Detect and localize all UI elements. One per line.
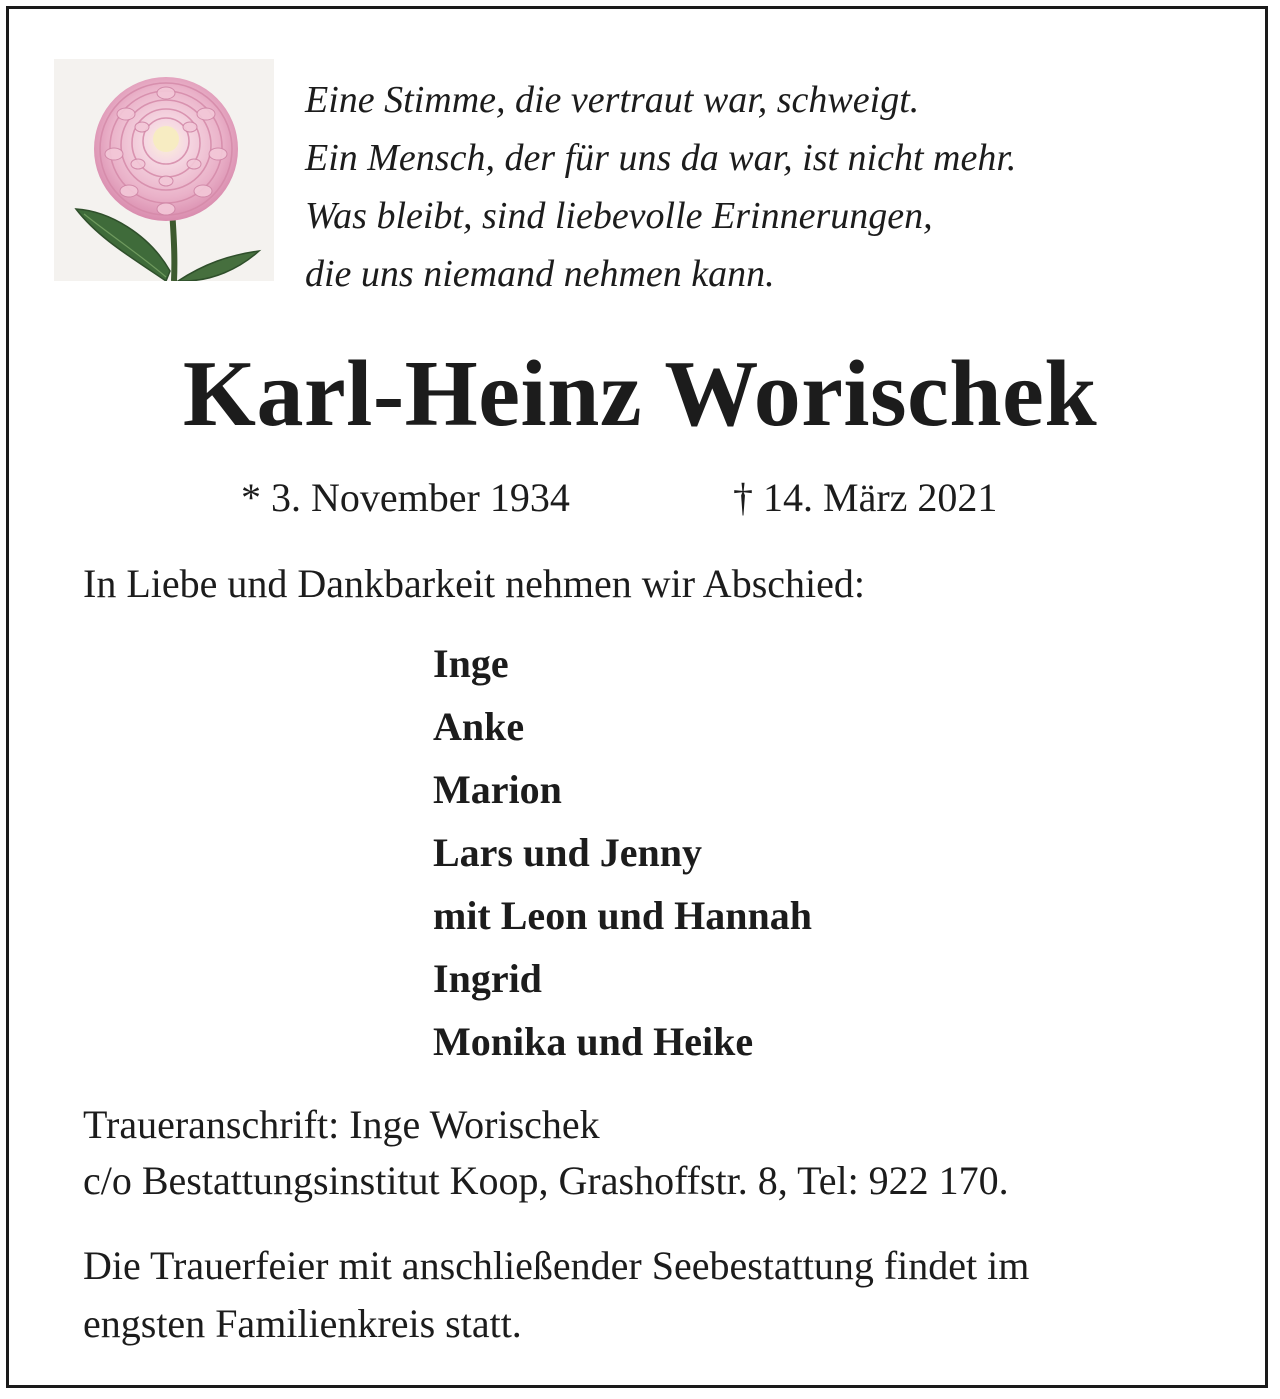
address-line: Traueranschrift: Inge Worischek — [83, 1102, 600, 1147]
mourner-name: Ingrid — [433, 956, 542, 1001]
poem-line: die uns niemand nehmen kann. — [305, 253, 775, 295]
dahlia-flower-image — [54, 59, 274, 281]
mourner-name: Marion — [433, 767, 562, 812]
mourner-name: Anke — [433, 704, 525, 749]
mourning-address — [83, 1097, 1009, 1209]
poem — [305, 71, 1235, 303]
deceased-name: Karl-Heinz Worischek — [182, 342, 1098, 446]
mourner-name: Lars und Jenny — [433, 830, 702, 875]
farewell-intro: In Liebe und Dankbarkeit nehmen wir Abschied: — [83, 561, 865, 606]
poem-line: Ein Mensch, der für uns da war, ist nicht mehr. — [305, 137, 1017, 179]
mourner-name: Monika und Heike — [433, 1019, 754, 1064]
mourner-name: Inge — [433, 641, 509, 686]
poem-line: Eine Stimme, die vertraut war, schweigt. — [305, 79, 920, 121]
address-line: c/o Bestattungsinstitut Koop, Grashoffstr. 8, Tel: 922 170. — [83, 1158, 1009, 1203]
obituary-frame — [6, 6, 1268, 1388]
mourners-list — [433, 632, 812, 1073]
ceremony-line: Die Trauerfeier mit anschließender Seebestattung findet im — [83, 1243, 1030, 1288]
birth-date: * 3. November 1934 — [241, 475, 570, 520]
ceremony-line: engsten Familienkreis statt. — [83, 1301, 522, 1346]
mourner-name: mit Leon und Hannah — [433, 893, 813, 938]
death-date: † 14. März 2021 — [733, 475, 998, 520]
ceremony-notice — [83, 1237, 1029, 1353]
poem-line: Was bleibt, sind liebevolle Erinnerungen, — [305, 195, 933, 237]
